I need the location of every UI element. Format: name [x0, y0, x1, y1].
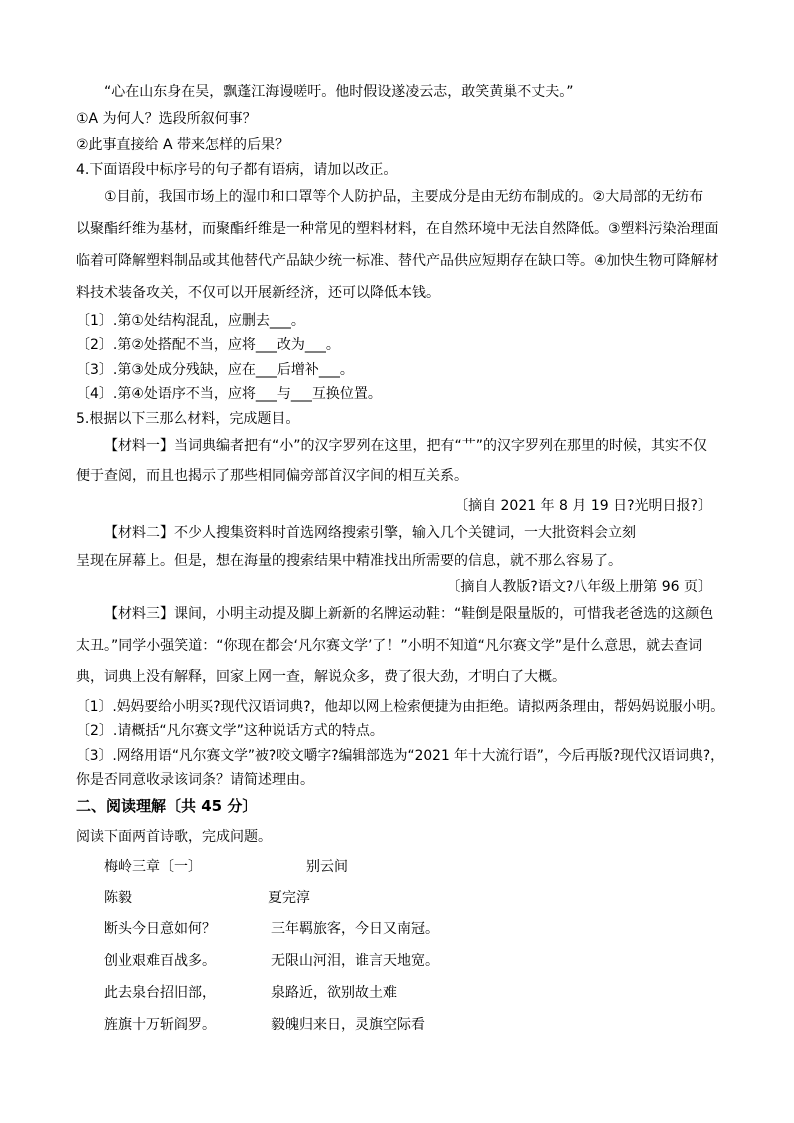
question-line: ①A 为何人？选段所叙何事？ [76, 111, 257, 127]
material-line: 【材料三】课间，小明主动提及脚上新新的名牌运动鞋：“鞋倒是限量版的，可惜我老爸选的这颜色 [104, 606, 714, 622]
sub-question: 〔1〕.妈妈要给小明买?现代汉语词典?，他却以网上检索便捷为由拒绝。请拟两条理由，帮妈妈说服小明。 [76, 699, 725, 715]
material-line: 【材料二】不少人搜集资料时首选网络搜索引擎，输入几个关键词，一大批资料会立刻 [104, 525, 636, 541]
poem-author-right: 夏完淳 [268, 890, 310, 906]
question-heading: 5.根据以下三那么材料，完成题目。 [76, 411, 300, 427]
poem-line-left: 此去泉台招旧部， [104, 985, 216, 1001]
passage-line: ①目前，我国市场上的湿巾和口罩等个人防护品，主要成分是由无纺布制成的。②大局部的无纺布 [104, 189, 704, 205]
poem-line-left: 旌旗十万斩阎罗。 [104, 1017, 216, 1033]
poem-line-right: 无限山河泪，谁言天地宽。 [271, 953, 439, 969]
poem-line-left: 断头今日意如何？ [104, 921, 216, 937]
sub-question: 〔4〕.第④处语序不当，应将___与___互换位置。 [76, 386, 382, 402]
poem-line-right: 毅魄归来日，灵旗空际看 [271, 1017, 425, 1033]
material-line: 呈现在屏幕上。但是，想在海量的搜索结果中精准找出所需要的信息，就不那么容易了。 [76, 553, 622, 569]
poem-line-right: 泉路近，欲别故土难 [271, 985, 397, 1001]
material-source: 〔摘自人教版?语文?八年级上册第 96 页〕 [446, 579, 712, 595]
material-line: 【材料一】当词典编者把有“小”的汉字罗列在这里，把有“艹”的汉字罗列在那里的时候，其实不仅 [104, 438, 708, 454]
material-source: 〔摘自 2021 年 8 月 19 日?光明日报?〕 [454, 498, 712, 514]
poem-line-right: 三年羁旅客，今日又南冠。 [271, 921, 439, 937]
poem-title-right: 别云间 [306, 859, 348, 875]
sub-question: 〔1〕.第①处结构混乱，应删去___。 [76, 313, 305, 329]
passage-line: 以聚酯纤维为基材，而聚酯纤维是一种常见的塑料材料，在自然环境中无法自然降低。③塑料污染治理面 [76, 221, 719, 237]
poem-quote-line: “心在山东身在吴，飘蓬江海谩嗟吁。他时假设遂凌云志，敢笑黄巢不丈夫。” [104, 84, 574, 100]
material-line: 太丑。”同学小强笑道：“你现在都会‘凡尔赛文学’了！”小明不知道“凡尔赛文学”是什么意思，就去查词 [76, 638, 703, 654]
question-heading: 4.下面语段中标序号的句子都有语病，请加以改正。 [76, 162, 398, 178]
section-heading: 二、阅读理解〔共 45 分〕 [76, 797, 258, 815]
question-line: ②此事直接给 A 带来怎样的后果？ [76, 137, 290, 153]
material-line: 典，词典上没有解释，回家上网一查，解说众多，费了很大劲，才明白了大概。 [76, 669, 566, 685]
poem-author-left: 陈毅 [104, 890, 132, 906]
passage-line: 临着可降解塑料制品或其他替代产品缺少统一标准、替代产品供应短期存在缺口等。④加快生物可降解材 [76, 253, 719, 269]
poem-line-left: 创业艰难百战多。 [104, 953, 216, 969]
sub-question: 〔3〕.第③处成分残缺，应在___后增补___。 [76, 362, 354, 378]
poem-title-left: 梅岭三章〔一〕 [104, 859, 202, 875]
material-line: 便于查阅，而且也揭示了那些相同偏旁部首汉字间的相互关系。 [76, 468, 468, 484]
sub-question: 〔3〕.网络用语“凡尔赛文学”被?咬文嚼字?编辑部选为“2021 年十大流行语”，今后再版?现代汉语词典?， [76, 748, 724, 764]
sub-question: 你是否同意收录该词条？请简述理由。 [76, 772, 314, 788]
passage-line: 料技术装备攻关，不仅可以开展新经济，还可以降低本钱。 [76, 285, 440, 301]
sub-question: 〔2〕.第②处搭配不当，应将___改为___。 [76, 337, 340, 353]
instruction-line: 阅读下面两首诗歌，完成问题。 [76, 829, 272, 845]
sub-question: 〔2〕.请概括“凡尔赛文学”这种说话方式的特点。 [76, 723, 384, 739]
